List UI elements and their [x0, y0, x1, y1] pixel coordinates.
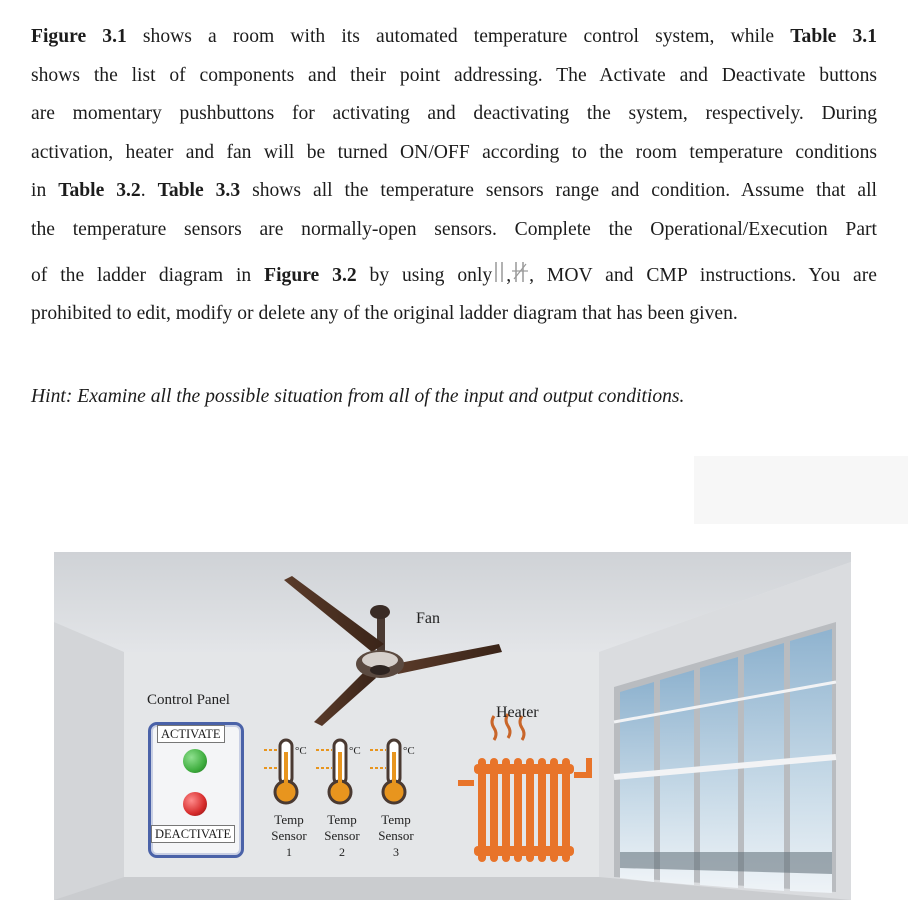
paragraph-line-8: prohibited to edit, modify or delete any of the original ladder diagram that has been given.: [31, 303, 738, 325]
sensor-2-line2: Sensor: [324, 828, 360, 843]
sensor-3-num: 3: [393, 845, 399, 859]
table-ref: Table 3.2: [58, 180, 141, 202]
text: .: [140, 180, 158, 202]
sensor-1-num: 1: [286, 845, 292, 859]
sensor-2-num: 2: [339, 845, 345, 859]
text: by using only: [356, 264, 493, 286]
sensor-3-line1: Temp: [381, 812, 411, 827]
paragraph-line-6: the temperature sensors are normally-open sensors. Complete the Operational/Execution Part: [31, 218, 877, 240]
paragraph-line-7: [31, 257, 877, 296]
hint-text: Hint: Examine all the possible situation from all of the input and output conditions.: [31, 386, 685, 407]
sensor-3-label: [371, 812, 421, 860]
text: shows a room with its automated temperature control system, while: [126, 26, 791, 47]
text: ,: [506, 264, 512, 286]
faint-background-patch: [694, 456, 908, 524]
sensor-2-label: [317, 812, 367, 860]
text: of the ladder diagram in: [31, 264, 265, 286]
sensor-2-line1: Temp: [327, 812, 357, 827]
table-ref: Table 3.3: [157, 180, 241, 202]
paragraph-line-1: [31, 18, 877, 57]
deactivate-pushbutton[interactable]: [183, 792, 207, 816]
sensor-1-label: [264, 812, 314, 860]
degree-label-1: °C: [295, 745, 307, 757]
figure-ref: Figure 3.1: [31, 26, 127, 47]
degree-label-3: °C: [403, 745, 415, 757]
fan-label: Fan: [416, 610, 440, 627]
paragraph-line-2: shows the list of components and their point addressing. The Activate and Deactivate buttons: [31, 64, 877, 86]
text: , MOV and CMP instructions. You are: [529, 264, 877, 286]
room-figure: [54, 552, 851, 900]
text: shows all the temperature sensors range and condition. Assume that all: [240, 180, 877, 202]
degree-label-2: °C: [349, 745, 361, 757]
paragraph-line-5: [31, 172, 877, 211]
sensor-1-line2: Sensor: [271, 828, 307, 843]
activate-pushbutton[interactable]: [183, 749, 207, 773]
control-panel-label: Control Panel: [147, 692, 230, 708]
deactivate-label: DEACTIVATE: [151, 825, 235, 843]
normally-closed-contact-icon: [511, 261, 529, 283]
paragraph-line-4: activation, heater and fan will be turned ON/OFF according to the room temperature conditions: [31, 141, 877, 163]
text: in: [31, 180, 59, 202]
heater-label: Heater: [496, 704, 539, 721]
problem-paragraph: [31, 18, 877, 334]
figure-ref: Figure 3.2: [264, 264, 357, 286]
sensor-3-line2: Sensor: [378, 828, 414, 843]
left-wall: [54, 622, 124, 900]
paragraph-line-3: are momentary pushbuttons for activating and deactivating the system, respectively. During: [31, 103, 877, 125]
table-ref: Table 3.1: [790, 26, 877, 47]
normally-open-contact-icon: [492, 261, 506, 283]
activate-label: ACTIVATE: [157, 725, 225, 743]
sensor-1-line1: Temp: [274, 812, 304, 827]
